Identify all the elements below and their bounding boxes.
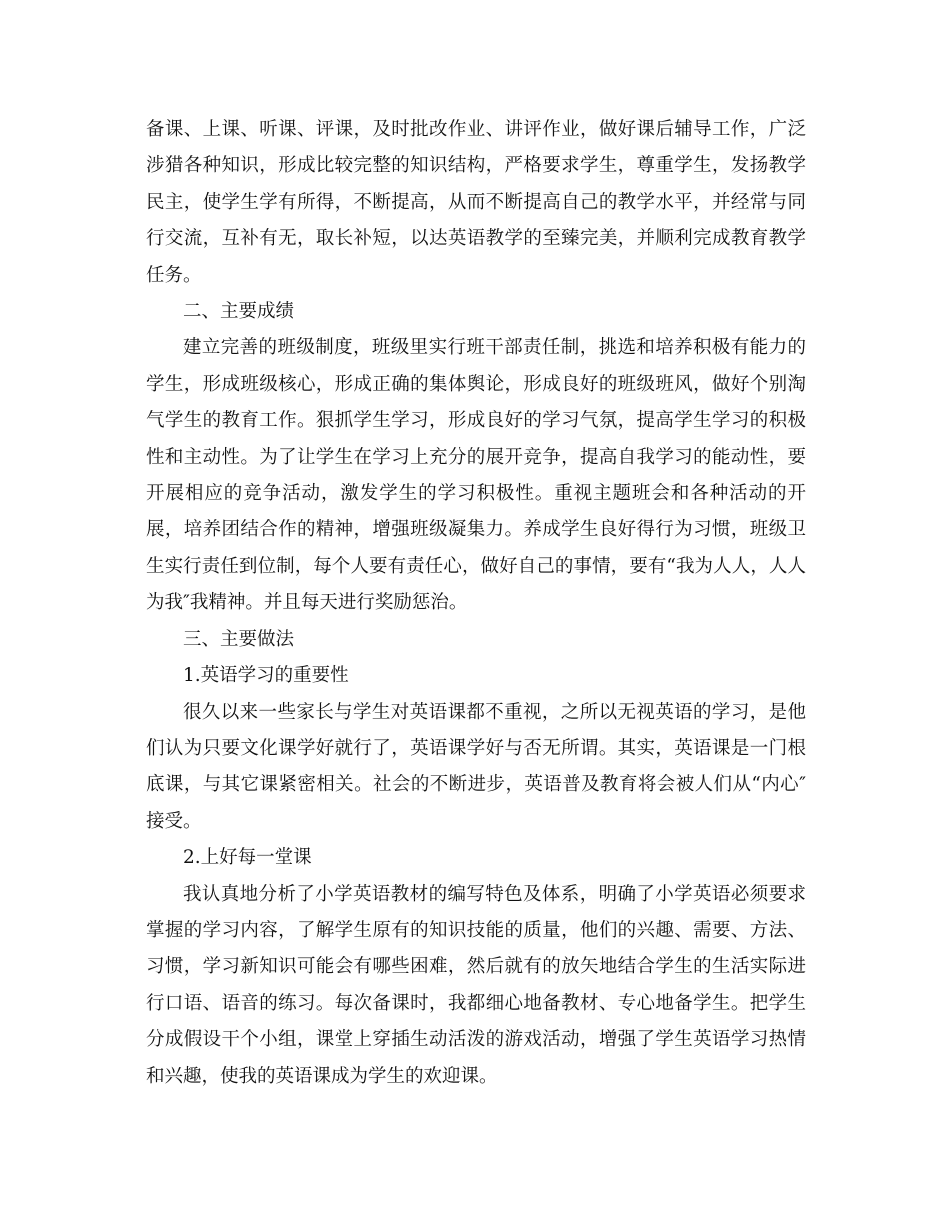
section-heading-main-methods: 三、主要做法 — [183, 628, 295, 650]
subheading-english-importance: 1.英语学习的重要性 — [183, 665, 349, 687]
section-heading-main-achievements: 二、主要成绩 — [183, 301, 295, 323]
paragraph-every-lesson: 我认真地分析了小学英语教材的编写特色及体系，明确了小学英语必须要求掌握的学习内容，了解学生原有的知识技能的质量，他们的兴趣、需要、方法、习惯，学习新知识可能会有哪些困难，然后就有的放矢地结合学生的生活实际进行口语、语音的练习。每次备课时，我都细心地备教材、专心地备学生。把学生分成假设干个小组，课堂上穿插生动活泼的游戏活动，增强了学生英语学习热情和兴趣，使我的英语课成为学生的欢迎课。 — [146, 883, 806, 1087]
document-page — [146, 112, 806, 1095]
paragraph-class-management: 建立完善的班级制度，班级里实行班干部责任制，挑选和培养积极有能力的学生，形成班级核心，形成正确的集体舆论，形成良好的班级班风，做好个别淘气学生的教育工作。狠抓学生学习，形成良好的学习气氛，提高学生学习的积极性和主动性。为了让学生在学习上充分的展开竞争，提高自我学习的能动性，要开展相应的竞争活动，激发学生的学习积极性。重视主题班会和各种活动的开展，培养团结合作的精神，增强班级凝集力。养成学生良好得行为习惯，班级卫生实行责任到位制，每个人要有责任心，做好自己的事情，要有“我为人人，人人为我″我精神。并且每天进行奖励惩治。 — [146, 337, 806, 614]
subheading-every-lesson: 2.上好每一堂课 — [183, 847, 312, 869]
paragraph-english-importance: 很久以来一些家长与学生对英语课都不重视，之所以无视英语的学习，是他们认为只要文化课学好就行了，英语课学好与否无所谓。其实，英语课是一门根底课，与其它课紧密相关。社会的不断进步，英语普及教育将会被人们从“内心″接受。 — [146, 701, 806, 832]
paragraph-teaching-routine: 备课、上课、听课、评课，及时批改作业、讲评作业，做好课后辅导工作，广泛涉猎各种知识，形成比较完整的知识结构，严格要求学生，尊重学生，发扬教学民主，使学生学有所得，不断提高，从而不断提高自己的教学水平，并经常与同行交流，互补有无，取长补短，以达英语教学的至臻完美，并顺利完成教育教学任务。 — [146, 119, 806, 286]
